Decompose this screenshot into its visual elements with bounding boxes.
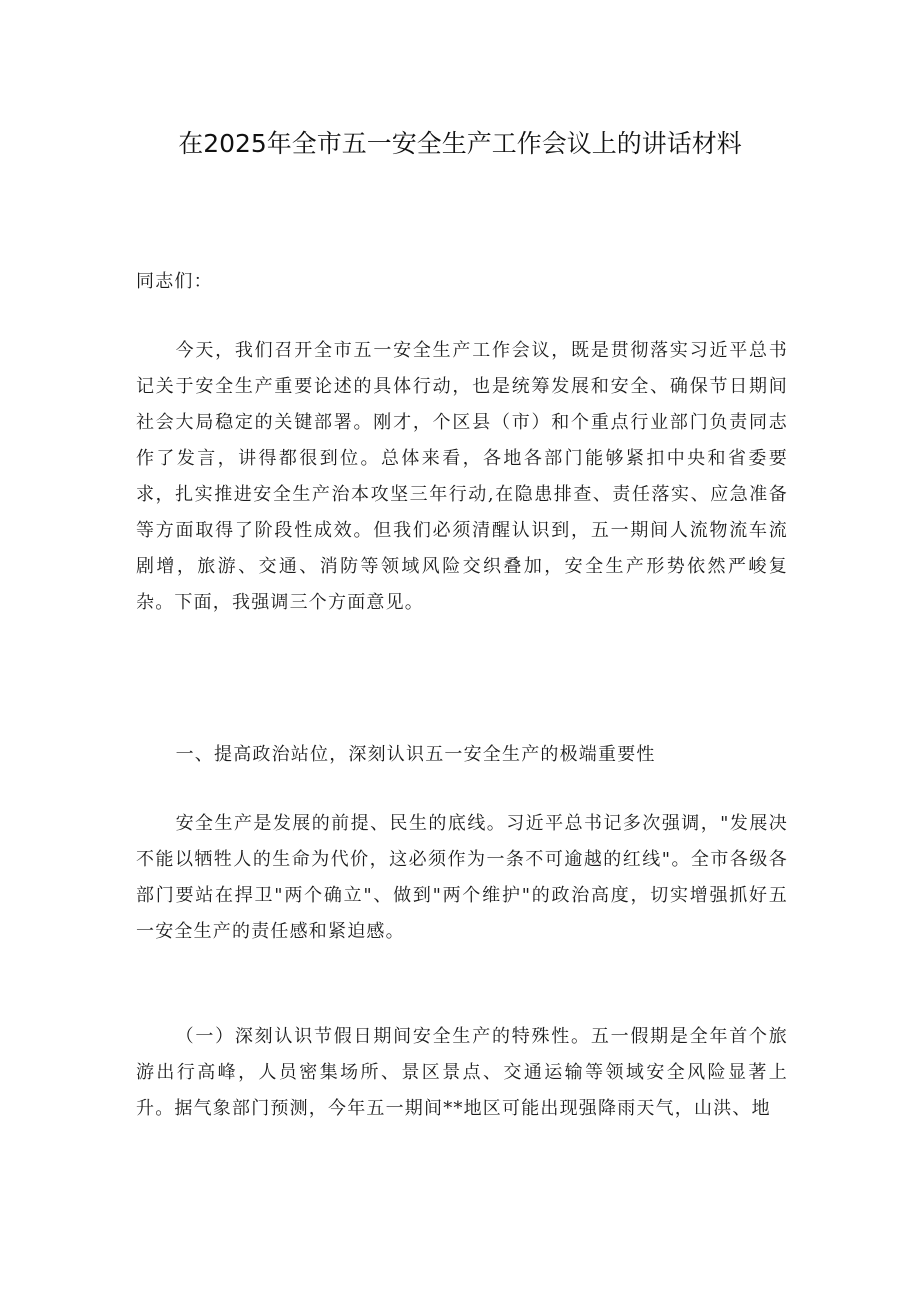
paragraph-safety-baseline: 安全生产是发展的前提、民生的底线。习近平总书记多次强调，"发展决不能以牺牲人的生命为代价，这必须作为一条不可逾越的红线"。全市各级各部门要站在捍卫"两个确立"、做到"两个维护"的政治高度，切实增强抓好五一安全生产的责任感和紧迫感。 <box>136 813 788 942</box>
section-heading-1: 一、提高政治站位，深刻认识五一安全生产的极端重要性 <box>175 744 656 765</box>
paragraph-intro: 今天，我们召开全市五一安全生产工作会议，既是贯彻落实习近平总书记关于安全生产重要论述的具体行动，也是统筹发展和安全、确保节日期间社会大局稳定的关键部署。刚才，个区县（市）和个重点行业部门负责同志作了发言，讲得都很到位。总体来看，各地各部门能够紧扣中央和省委要求，扎实推进安全生产治本攻坚三年行动,在隐患排查、责任落实、应急准备等方面取得了阶段性成效。但我们必须清醒认识到，五一期间人流物流车流剧增，旅游、交通、消防等领域风险交织叠加，安全生产形势依然严峻复杂。下面，我强调三个方面意见。 <box>136 340 788 613</box>
subsection-1-paragraph: （一）深刻认识节假日期间安全生产的特殊性。五一假期是全年首个旅游出行高峰，人员密集场所、景区景点、交通运输等领域安全风险显著上升。据气象部门预测，今年五一期间**地区可能出现强降雨天气，山洪、地 <box>136 1026 788 1119</box>
document-title: 在2025年全市五一安全生产工作会议上的讲话材料 <box>178 129 742 158</box>
salutation: 同志们： <box>136 271 213 292</box>
